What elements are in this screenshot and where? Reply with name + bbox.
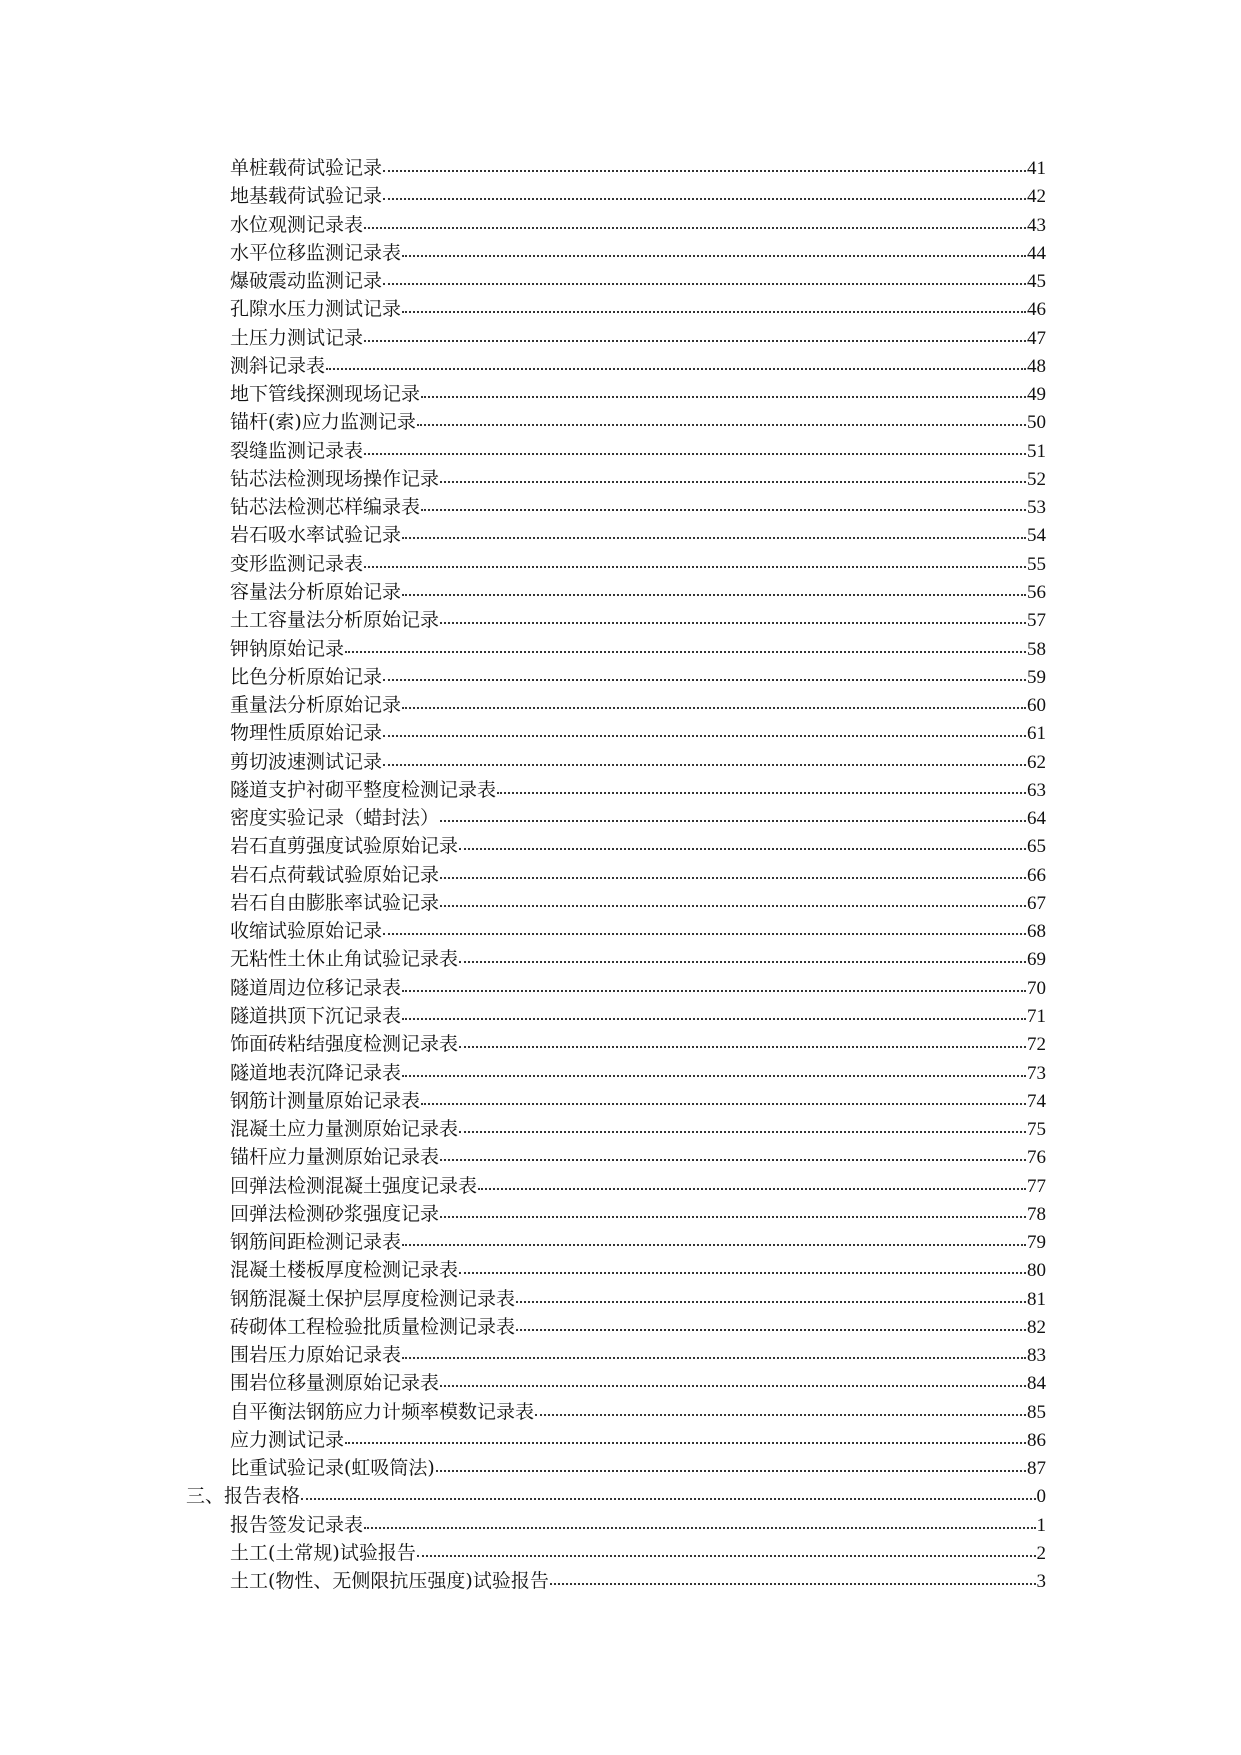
toc-entry-page-number: 47 xyxy=(1027,327,1046,349)
toc-entry-title: 岩石直剪强度试验原始记录 xyxy=(230,835,459,858)
dot-leader xyxy=(402,998,1026,1020)
toc-entry-title: 比色分析原始记录 xyxy=(230,665,383,688)
toc-entry-page-number: 71 xyxy=(1027,1005,1046,1027)
toc-entry[interactable] xyxy=(0,1339,1241,1367)
toc-entry-title: 锚杆(索)应力监测记录 xyxy=(230,411,416,434)
toc-entry[interactable] xyxy=(0,972,1241,1000)
toc-entry-title: 地基载荷试验记录 xyxy=(230,185,383,208)
toc-entry-page-number: 48 xyxy=(1027,355,1046,377)
dot-leader xyxy=(417,1535,1036,1557)
toc-entry[interactable] xyxy=(0,943,1241,971)
toc-entry-title: 岩石点荷载试验原始记录 xyxy=(230,863,440,886)
toc-entry-title: 土压力测试记录 xyxy=(230,326,364,349)
toc-entry-page-number: 77 xyxy=(1027,1175,1046,1197)
dot-leader xyxy=(402,291,1026,313)
dot-leader xyxy=(402,517,1026,539)
toc-entry-page-number: 85 xyxy=(1027,1401,1046,1423)
toc-entry-title: 饰面砖粘结强度检测记录表 xyxy=(230,1033,459,1056)
toc-entry-page-number: 57 xyxy=(1027,610,1046,632)
dot-leader xyxy=(383,263,1026,285)
toc-entry[interactable] xyxy=(0,1537,1241,1565)
toc-entry[interactable] xyxy=(0,689,1241,717)
toc-entry-page-number: 87 xyxy=(1027,1458,1046,1480)
toc-entry-title: 三、报告表格 xyxy=(186,1485,301,1508)
toc-entry[interactable] xyxy=(0,1480,1241,1508)
toc-entry-title: 混凝土楼板厚度检测记录表 xyxy=(230,1259,459,1282)
dot-leader xyxy=(440,857,1026,879)
toc-entry[interactable] xyxy=(0,406,1241,434)
toc-entry-title: 回弹法检测混凝土强度记录表 xyxy=(230,1174,478,1197)
dot-leader xyxy=(440,461,1026,483)
dot-leader xyxy=(440,1139,1026,1161)
toc-entry-page-number: 51 xyxy=(1027,440,1046,462)
toc-entry-page-number: 86 xyxy=(1027,1429,1046,1451)
dot-leader xyxy=(301,1478,1035,1500)
toc-entry-title: 钢筋计测量原始记录表 xyxy=(230,1089,421,1112)
toc-entry[interactable] xyxy=(0,859,1241,887)
toc-entry-line xyxy=(230,1565,1046,1596)
toc-entry[interactable] xyxy=(0,350,1241,378)
dot-leader xyxy=(364,433,1026,455)
toc-entry[interactable] xyxy=(0,1141,1241,1169)
toc-entry[interactable] xyxy=(0,237,1241,265)
toc-entry-page-number: 64 xyxy=(1027,808,1046,830)
toc-entry[interactable] xyxy=(0,180,1241,208)
toc-entry[interactable] xyxy=(0,1424,1241,1452)
toc-entry-page-number: 67 xyxy=(1027,892,1046,914)
toc-entry[interactable] xyxy=(0,152,1241,180)
toc-entry-title: 钻芯法检测芯样编录表 xyxy=(230,496,421,519)
toc-entry[interactable] xyxy=(0,887,1241,915)
toc-entry-title: 土工(土常规)试验报告 xyxy=(230,1542,416,1565)
toc-entry-title: 剪切波速测试记录 xyxy=(230,750,383,773)
toc-entry-title: 水平位移监测记录表 xyxy=(230,241,402,264)
dot-leader xyxy=(436,1450,1026,1472)
toc-entry-page-number: 1 xyxy=(1036,1514,1046,1536)
toc-entry[interactable] xyxy=(0,1226,1241,1254)
toc-entry-page-number: 70 xyxy=(1027,977,1046,999)
toc-entry-page-number: 72 xyxy=(1027,1034,1046,1056)
toc-entry-page-number: 45 xyxy=(1027,271,1046,293)
dot-leader xyxy=(402,970,1026,992)
dot-leader xyxy=(421,489,1026,511)
toc-entry[interactable] xyxy=(0,1452,1241,1480)
toc-entry-title: 岩石自由膨胀率试验记录 xyxy=(230,891,440,914)
toc-entry[interactable] xyxy=(0,576,1241,604)
toc-entry-page-number: 2 xyxy=(1036,1543,1046,1565)
dot-leader xyxy=(402,1055,1026,1077)
toc-entry[interactable] xyxy=(0,1396,1241,1424)
toc-entry-title: 隧道支护衬砌平整度检测记录表 xyxy=(230,778,497,801)
dot-leader xyxy=(516,1281,1026,1303)
toc-entry-title: 钾钠原始记录 xyxy=(230,637,345,660)
toc-entry-title: 隧道地表沉降记录表 xyxy=(230,1061,402,1084)
toc-entry-page-number: 3 xyxy=(1036,1571,1046,1593)
dot-leader xyxy=(516,1309,1026,1331)
toc-entry[interactable] xyxy=(0,1085,1241,1113)
toc-entry[interactable] xyxy=(0,519,1241,547)
toc-entry-title: 容量法分析原始记录 xyxy=(230,580,402,603)
toc-entry-page-number: 54 xyxy=(1027,525,1046,547)
dot-leader xyxy=(383,150,1026,172)
dot-leader xyxy=(440,800,1026,822)
table-of-contents xyxy=(0,152,1241,1594)
toc-entry[interactable] xyxy=(0,1565,1241,1593)
toc-entry-page-number: 46 xyxy=(1027,299,1046,321)
toc-entry[interactable] xyxy=(0,548,1241,576)
toc-entry-page-number: 42 xyxy=(1027,186,1046,208)
toc-entry-page-number: 65 xyxy=(1027,836,1046,858)
toc-entry-title: 密度实验记录（蜡封法） xyxy=(230,807,440,830)
toc-entry-title: 围岩位移量测原始记录表 xyxy=(230,1372,440,1395)
toc-entry-page-number: 78 xyxy=(1027,1203,1046,1225)
toc-entry-title: 测斜记录表 xyxy=(230,354,326,377)
dot-leader xyxy=(326,348,1026,370)
dot-leader xyxy=(459,828,1026,850)
toc-entry-title: 土工容量法分析原始记录 xyxy=(230,609,440,632)
toc-entry-page-number: 76 xyxy=(1027,1147,1046,1169)
dot-leader xyxy=(417,404,1026,426)
toc-entry[interactable] xyxy=(0,1198,1241,1226)
toc-entry[interactable] xyxy=(0,435,1241,463)
toc-entry-page-number: 0 xyxy=(1036,1486,1046,1508)
dot-leader xyxy=(383,913,1026,935)
toc-entry-title: 应力测试记录 xyxy=(230,1428,345,1451)
toc-entry[interactable] xyxy=(0,661,1241,689)
toc-entry-page-number: 75 xyxy=(1027,1119,1046,1141)
dot-leader xyxy=(440,885,1026,907)
toc-entry-page-number: 50 xyxy=(1027,412,1046,434)
toc-entry-title: 隧道拱顶下沉记录表 xyxy=(230,1004,402,1027)
toc-entry-page-number: 60 xyxy=(1027,695,1046,717)
toc-entry-page-number: 61 xyxy=(1027,723,1046,745)
toc-entry-title: 围岩压力原始记录表 xyxy=(230,1344,402,1367)
dot-leader xyxy=(459,1026,1026,1048)
toc-entry-page-number: 44 xyxy=(1027,242,1046,264)
toc-entry-page-number: 68 xyxy=(1027,921,1046,943)
toc-entry[interactable] xyxy=(0,1057,1241,1085)
toc-entry-page-number: 80 xyxy=(1027,1260,1046,1282)
dot-leader xyxy=(402,1224,1026,1246)
toc-entry-title: 混凝土应力量测原始记录表 xyxy=(230,1118,459,1141)
toc-entry-title: 无粘性土休止角试验记录表 xyxy=(230,948,459,971)
toc-entry[interactable] xyxy=(0,265,1241,293)
toc-entry[interactable] xyxy=(0,1028,1241,1056)
dot-leader xyxy=(421,1083,1026,1105)
toc-entry-page-number: 53 xyxy=(1027,497,1046,519)
toc-entry-title: 单桩载荷试验记录 xyxy=(230,157,383,179)
toc-entry-page-number: 82 xyxy=(1027,1316,1046,1338)
toc-entry-title: 孔隙水压力测试记录 xyxy=(230,298,402,321)
toc-entry-title: 物理性质原始记录 xyxy=(230,722,383,745)
toc-entry[interactable] xyxy=(0,717,1241,745)
toc-entry[interactable] xyxy=(0,293,1241,321)
toc-entry[interactable] xyxy=(0,378,1241,406)
dot-leader xyxy=(459,1111,1026,1133)
toc-entry[interactable] xyxy=(0,1254,1241,1282)
dot-leader xyxy=(345,1422,1026,1444)
toc-entry[interactable] xyxy=(0,1311,1241,1339)
toc-entry[interactable] xyxy=(0,1170,1241,1198)
toc-entry[interactable] xyxy=(0,1509,1241,1537)
dot-leader xyxy=(459,941,1026,963)
toc-entry[interactable] xyxy=(0,774,1241,802)
dot-leader xyxy=(440,602,1026,624)
toc-entry[interactable] xyxy=(0,463,1241,491)
dot-leader xyxy=(440,1196,1026,1218)
dot-leader xyxy=(402,574,1026,596)
toc-entry-title: 比重试验记录(虹吸筒法) xyxy=(230,1457,435,1480)
toc-entry[interactable] xyxy=(0,830,1241,858)
toc-entry-page-number: 63 xyxy=(1027,779,1046,801)
toc-entry-page-number: 62 xyxy=(1027,751,1046,773)
toc-entry[interactable] xyxy=(0,1283,1241,1311)
toc-entry[interactable] xyxy=(0,746,1241,774)
toc-entry-page-number: 59 xyxy=(1027,666,1046,688)
toc-entry[interactable] xyxy=(0,491,1241,519)
toc-entry[interactable] xyxy=(0,322,1241,350)
toc-entry-title: 钢筋混凝土保护层厚度检测记录表 xyxy=(230,1287,516,1310)
toc-entry-page-number: 49 xyxy=(1027,384,1046,406)
toc-entry-page-number: 83 xyxy=(1027,1345,1046,1367)
toc-entry-page-number: 69 xyxy=(1027,949,1046,971)
toc-entry-title: 隧道周边位移记录表 xyxy=(230,976,402,999)
toc-entry-title: 钻芯法检测现场操作记录 xyxy=(230,467,440,490)
dot-leader xyxy=(345,631,1026,653)
toc-entry-title: 爆破震动监测记录 xyxy=(230,270,383,293)
toc-entry-page-number: 79 xyxy=(1027,1232,1046,1254)
toc-entry[interactable] xyxy=(0,1367,1241,1395)
dot-leader xyxy=(402,687,1026,709)
dot-leader xyxy=(497,772,1026,794)
toc-entry[interactable] xyxy=(0,802,1241,830)
toc-entry[interactable] xyxy=(0,1000,1241,1028)
dot-leader xyxy=(402,1337,1026,1359)
dot-leader xyxy=(421,376,1026,398)
toc-entry-title: 地下管线探测现场记录 xyxy=(230,383,421,406)
dot-leader xyxy=(383,715,1026,737)
toc-entry-title: 收缩试验原始记录 xyxy=(230,920,383,943)
toc-entry-title: 自平衡法钢筋应力计频率模数记录表 xyxy=(230,1400,535,1423)
toc-entry-page-number: 74 xyxy=(1027,1090,1046,1112)
toc-entry[interactable] xyxy=(0,915,1241,943)
toc-entry-title: 重量法分析原始记录 xyxy=(230,694,402,717)
dot-leader xyxy=(535,1394,1026,1416)
toc-entry-page-number: 58 xyxy=(1027,638,1046,660)
dot-leader xyxy=(383,744,1026,766)
dot-leader xyxy=(459,1252,1026,1274)
dot-leader xyxy=(364,546,1026,568)
toc-entry-title: 钢筋间距检测记录表 xyxy=(230,1231,402,1254)
toc-entry-page-number: 41 xyxy=(1027,158,1046,179)
dot-leader xyxy=(478,1168,1026,1190)
toc-entry-page-number: 66 xyxy=(1027,864,1046,886)
dot-leader xyxy=(364,320,1026,342)
toc-entry-page-number: 43 xyxy=(1027,214,1046,236)
dot-leader xyxy=(383,659,1026,681)
toc-entry-title: 报告签发记录表 xyxy=(230,1513,364,1536)
toc-entry-title: 砖砌体工程检验批质量检测记录表 xyxy=(230,1315,516,1338)
toc-entry-title: 水位观测记录表 xyxy=(230,213,364,236)
toc-entry-page-number: 56 xyxy=(1027,581,1046,603)
toc-entry-page-number: 52 xyxy=(1027,468,1046,490)
dot-leader xyxy=(440,1365,1026,1387)
toc-entry-title: 裂缝监测记录表 xyxy=(230,439,364,462)
dot-leader xyxy=(402,235,1026,257)
toc-entry[interactable] xyxy=(0,604,1241,632)
toc-entry[interactable] xyxy=(0,633,1241,661)
toc-entry-page-number: 55 xyxy=(1027,553,1046,575)
toc-entry-page-number: 81 xyxy=(1027,1288,1046,1310)
dot-leader xyxy=(364,207,1026,229)
dot-leader xyxy=(383,178,1026,200)
toc-entry-title: 土工(物性、无侧限抗压强度)试验报告 xyxy=(230,1570,549,1593)
dot-leader xyxy=(364,1507,1035,1529)
toc-entry-title: 锚杆应力量测原始记录表 xyxy=(230,1146,440,1169)
toc-entry-page-number: 73 xyxy=(1027,1062,1046,1084)
dot-leader xyxy=(550,1563,1036,1585)
toc-entry-title: 回弹法检测砂浆强度记录 xyxy=(230,1202,440,1225)
toc-entry-title: 变形监测记录表 xyxy=(230,552,364,575)
toc-entry[interactable] xyxy=(0,209,1241,237)
toc-entry-page-number: 84 xyxy=(1027,1373,1046,1395)
toc-entry-title: 岩石吸水率试验记录 xyxy=(230,524,402,547)
toc-entry[interactable] xyxy=(0,1113,1241,1141)
